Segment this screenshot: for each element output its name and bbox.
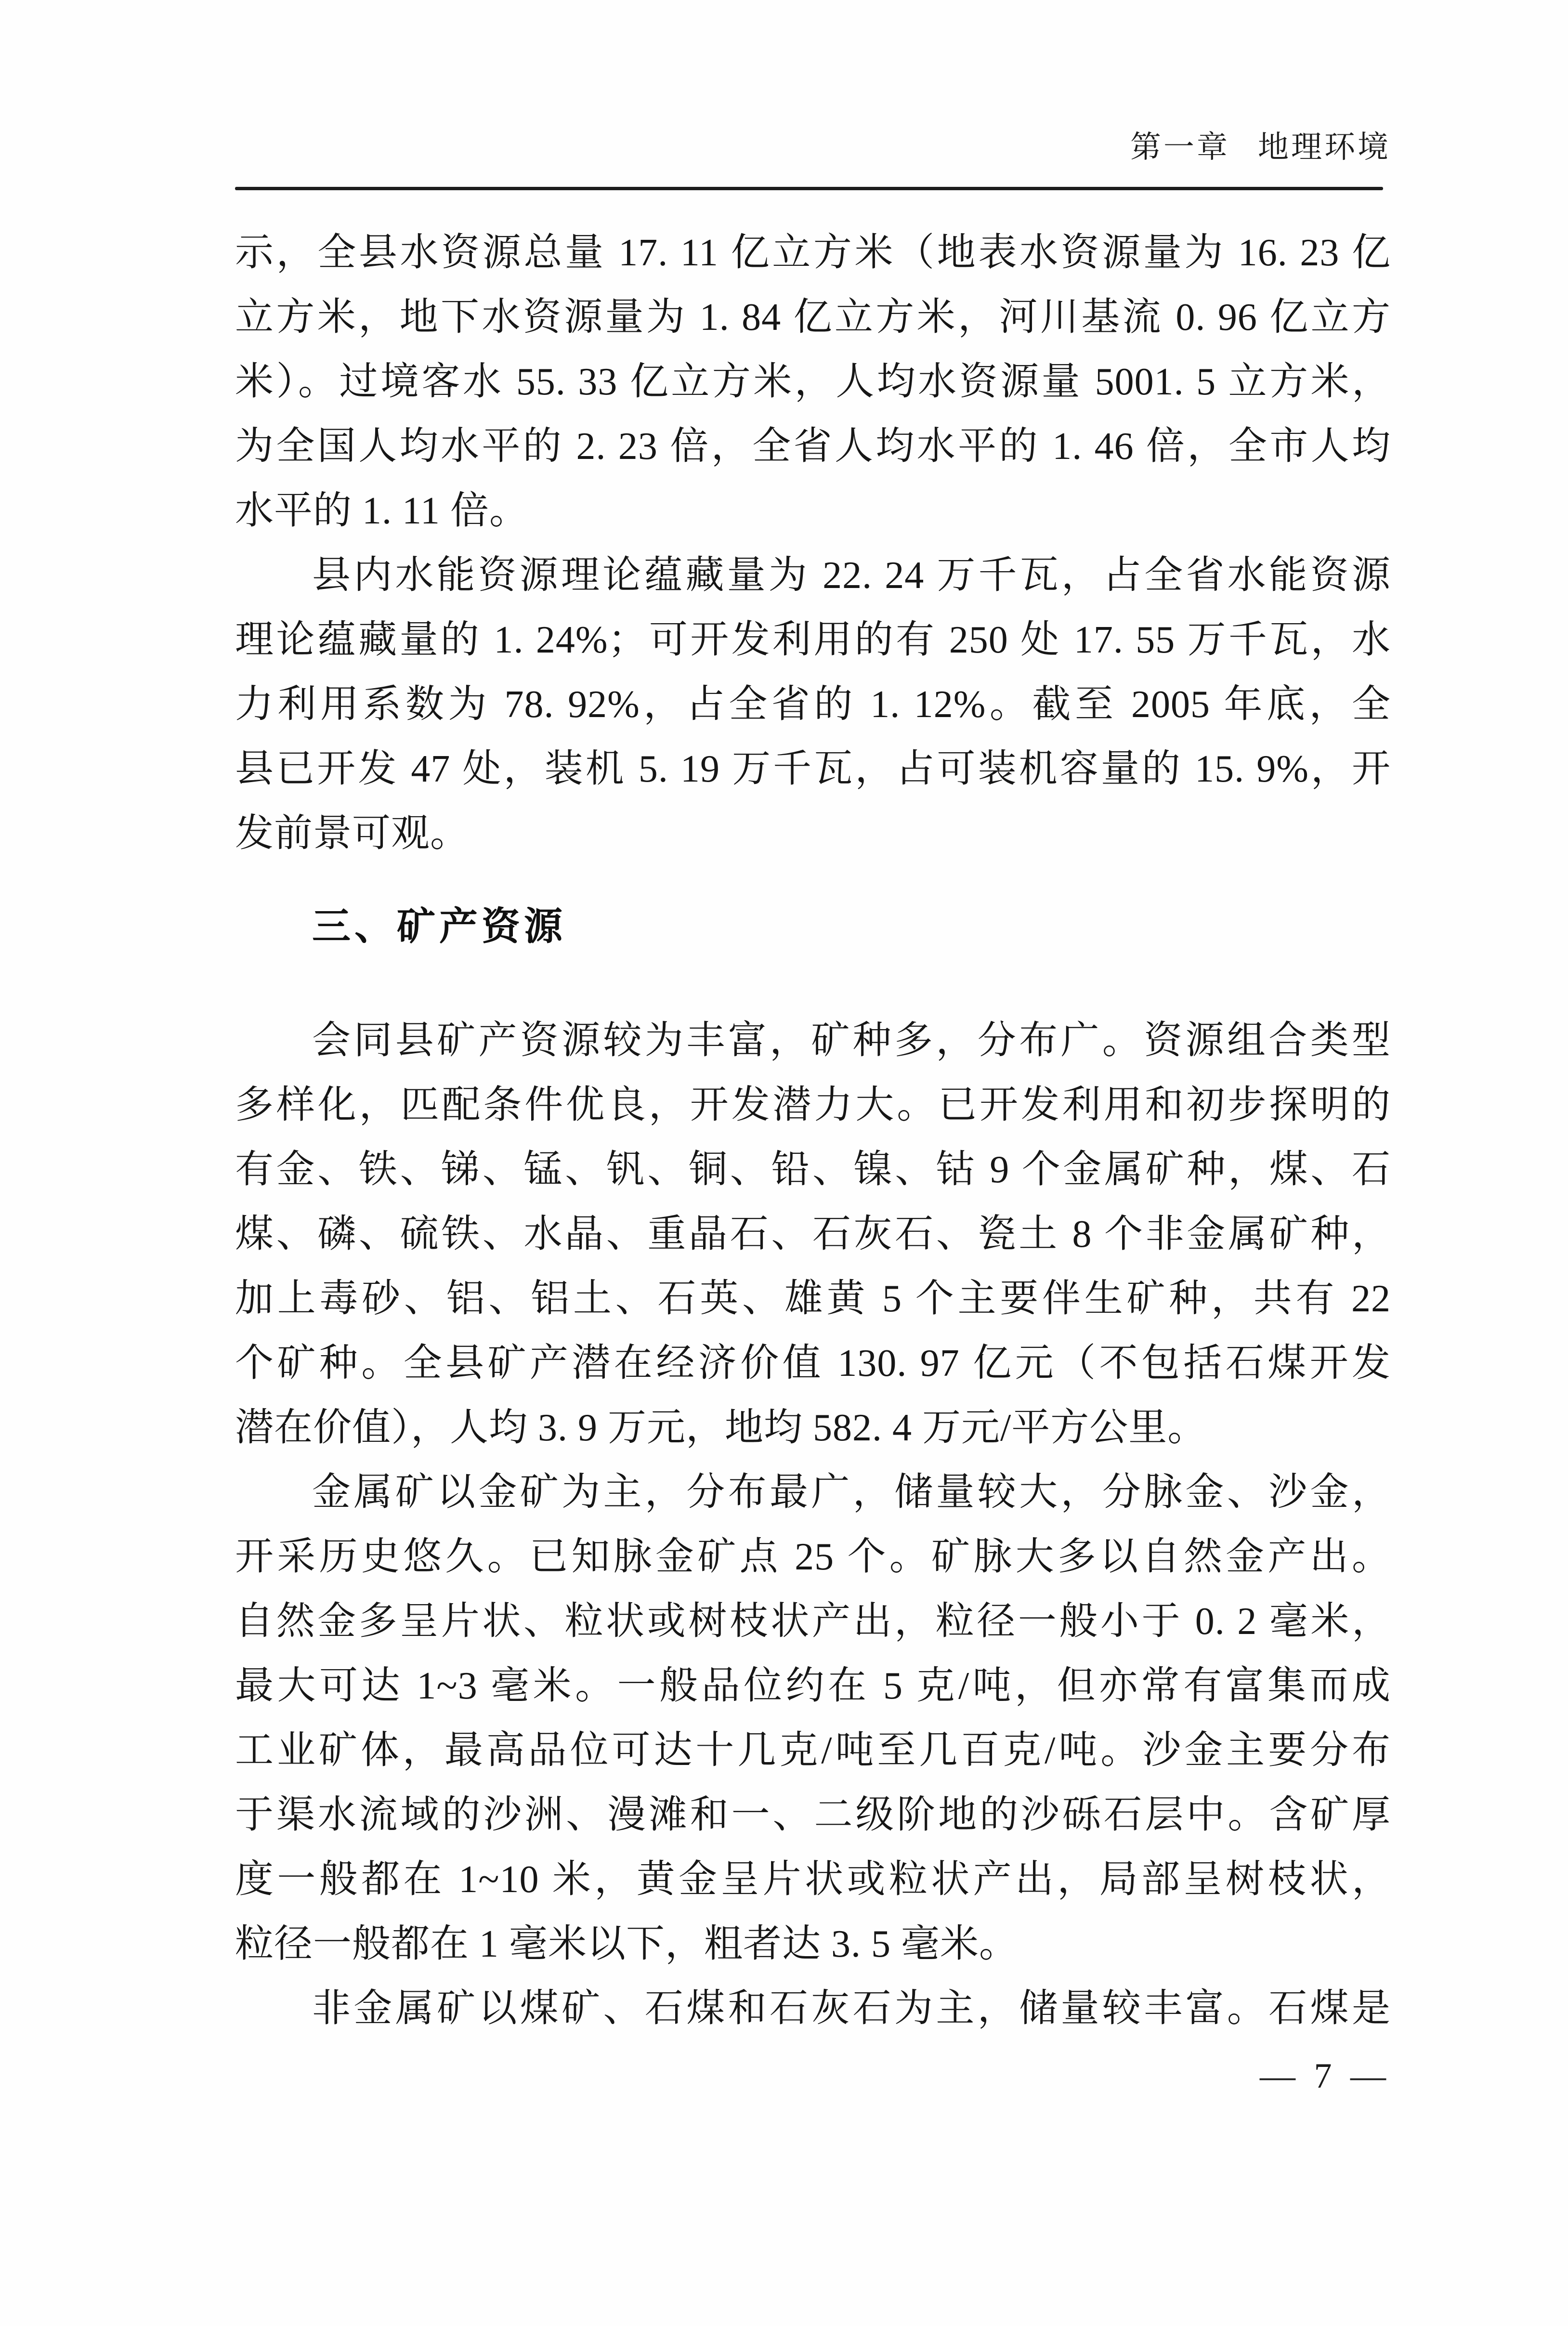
body-line: 立方米，地下水资源量为 1. 84 亿立方米，河川基流 0. 96 亿立方 xyxy=(235,296,1391,339)
body-line: 县内水能资源理论蕴藏量为 22. 24 万千瓦，占全省水能资源 xyxy=(312,554,1391,597)
body-line: 潜在价值），人均 3. 9 万元，地均 582. 4 万元/平方公里。 xyxy=(235,1407,1207,1449)
running-header xyxy=(1130,128,1391,167)
body-line: 金属矿以金矿为主，分布最广，储量较大，分脉金、沙金， xyxy=(312,1471,1391,1514)
body-line: 示，全县水资源总量 17. 11 亿立方米（地表水资源量为 16. 23 亿 xyxy=(235,232,1391,274)
body-line: 度一般都在 1~10 米，黄金呈片状或粒状产出，局部呈树枝状， xyxy=(235,1858,1391,1901)
body-line: 自然金多呈片状、粒状或树枝状产出，粒径一般小于 0. 2 毫米， xyxy=(235,1600,1391,1643)
body-line: 工业矿体，最高品位可达十几克/吨至几百克/吨。沙金主要分布 xyxy=(235,1729,1391,1772)
body-line: 有金、铁、锑、锰、钒、铜、铅、镍、钴 9 个金属矿种，煤、石 xyxy=(235,1149,1391,1191)
body-line: 米）。过境客水 55. 33 亿立方米，人均水资源量 5001. 5 立方米， xyxy=(235,361,1391,403)
page-body xyxy=(235,221,1391,2041)
body-line: 非金属矿以煤矿、石煤和石灰石为主，储量较丰富。石煤是 xyxy=(312,1987,1391,2030)
body-line: 多样化，匹配条件优良，开发潜力大。已开发利用和初步探明的 xyxy=(235,1084,1391,1126)
body-line: 力利用系数为 78. 92%，占全省的 1. 12%。截至 2005 年底，全 xyxy=(235,683,1391,726)
body-line: 发前景可观。 xyxy=(235,812,469,855)
body-line: 县已开发 47 处，装机 5. 19 万千瓦，占可装机容量的 15. 9%，开 xyxy=(235,748,1391,790)
body-line: 为全国人均水平的 2. 23 倍，全省人均水平的 1. 46 倍，全市人均 xyxy=(235,425,1391,468)
body-line: 水平的 1. 11 倍。 xyxy=(235,490,529,532)
body-line: 于渠水流域的沙洲、漫滩和一、二级阶地的沙砾石层中。含矿厚 xyxy=(235,1794,1391,1836)
body-line: 个矿种。全县矿产潜在经济价值 130. 97 亿元（不包括石煤开发 xyxy=(235,1342,1391,1385)
body-line: 最大可达 1~3 毫米。一般品位约在 5 克/吨，但亦常有富集而成 xyxy=(235,1665,1391,1707)
chapter-title: 地理环境 xyxy=(1258,130,1391,164)
chapter-label: 第一章 xyxy=(1130,130,1230,164)
body-line: 会同县矿产资源较为丰富，矿种多，分布广。资源组合类型 xyxy=(312,1019,1391,1062)
body-line: 加上毒砂、铝、铝土、石英、雄黄 5 个主要伴生矿种，共有 22 xyxy=(235,1278,1391,1320)
header-rule-divider xyxy=(235,187,1383,190)
body-line: 煤、磷、硫铁、水晶、重晶石、石灰石、瓷土 8 个非金属矿种， xyxy=(235,1213,1391,1255)
page-number: — 7 — xyxy=(1260,2056,1391,2096)
body-line: 粒径一般都在 1 毫米以下，粗者达 3. 5 毫米。 xyxy=(235,1923,1018,1965)
body-line: 开采历史悠久。已知脉金矿点 25 个。矿脉大多以自然金产出。 xyxy=(235,1536,1391,1578)
body-line: 理论蕴藏量的 1. 24%；可开发利用的有 250 处 17. 55 万千瓦，水 xyxy=(235,619,1391,661)
section-heading: 三、矿产资源 xyxy=(312,905,566,948)
